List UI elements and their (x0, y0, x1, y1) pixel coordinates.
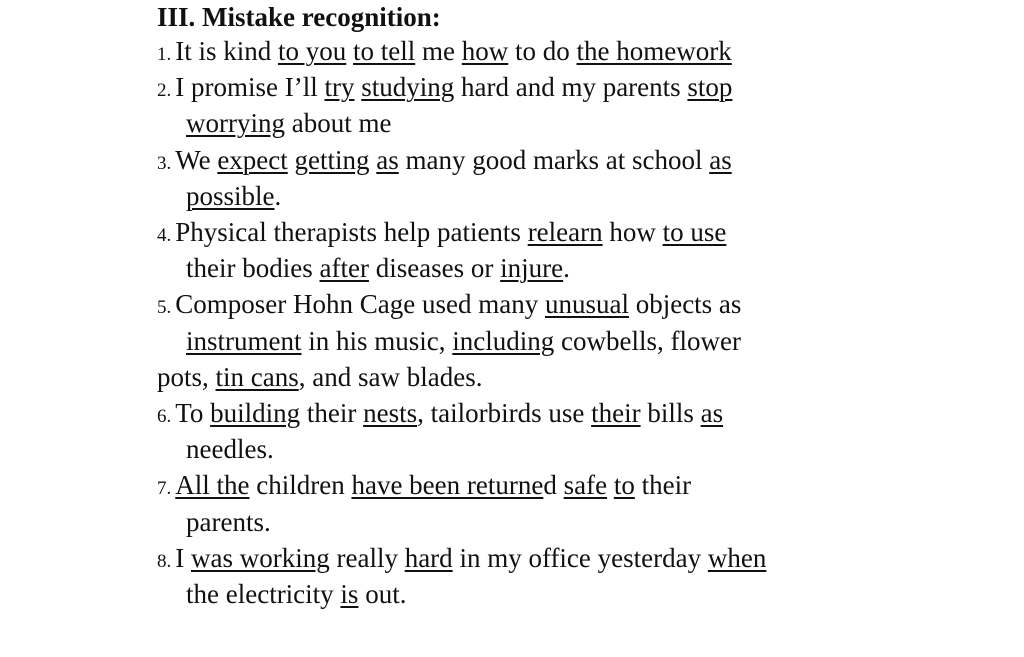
underlined-option: tin cans (215, 361, 299, 392)
sentence-text: their (300, 398, 364, 428)
question-5 (157, 287, 741, 325)
question-7-continuation (186, 505, 271, 539)
sentence-text: hard and my parents (454, 72, 688, 103)
question-2 (157, 70, 732, 108)
sentence-text: cowbells, flower (554, 325, 741, 356)
sentence-text: pots, (157, 361, 216, 392)
underlined-option: hard (404, 542, 453, 573)
question-number: 4. (157, 225, 172, 246)
sentence-text: me (415, 36, 462, 66)
underlined-option: when (707, 542, 767, 573)
sentence-text: objects as (628, 289, 742, 320)
question-number: 8. (157, 550, 172, 572)
underlined-option: was working (191, 542, 330, 573)
underlined-option: their (591, 398, 641, 428)
underlined-option: safe (563, 470, 608, 501)
sentence-text: bills (640, 398, 701, 428)
question-6 (157, 396, 723, 434)
sentence-text: to do (508, 36, 577, 66)
question-number: 6. (157, 406, 172, 427)
underlined-option: the homework (576, 36, 732, 66)
underlined-option: All the (175, 470, 250, 501)
underlined-option: expect (217, 144, 288, 175)
underlined-option: how (461, 36, 509, 66)
sentence-text: many good marks at school (398, 144, 710, 175)
sentence-text: the electricity (186, 579, 341, 609)
sentence-text: Composer Hohn Cage used many (175, 289, 545, 320)
question-5-continuation (186, 324, 741, 358)
underlined-option: try (324, 72, 355, 103)
question-number: 2. (157, 80, 172, 102)
underlined-option: studying (361, 72, 455, 103)
question-number: 3. (157, 152, 172, 174)
underlined-option: building (210, 398, 301, 428)
sentence-text: I promise I’ll (175, 72, 325, 103)
underlined-option: nests (363, 398, 418, 428)
sentence-text: It is kind (175, 36, 279, 66)
section-title: III. Mistake recognition: (157, 2, 441, 32)
underlined-option: unusual (544, 289, 629, 320)
underlined-option: possible (186, 180, 275, 211)
question-7 (157, 468, 691, 506)
underlined-option: to use (662, 217, 727, 247)
underlined-option: to tell (353, 36, 416, 66)
question-number: 5. (157, 297, 172, 319)
underlined-option: have been returne (351, 470, 544, 501)
sentence-text: really (329, 542, 405, 573)
underlined-option: is (340, 579, 359, 609)
question-8 (157, 541, 766, 579)
underlined-option: injure (500, 253, 564, 284)
underlined-option: stop (687, 72, 733, 103)
question-8-continuation (186, 577, 406, 611)
underlined-option: instrument (186, 325, 302, 356)
question-number: 1. (157, 44, 172, 65)
sentence-text: Physical therapists help patients (175, 217, 528, 247)
sentence-text: out. (358, 579, 407, 609)
question-1 (157, 34, 732, 72)
question-4-continuation (186, 251, 570, 285)
underlined-option: getting (294, 144, 370, 175)
sentence-text: . (274, 180, 282, 211)
underlined-option: worrying (186, 108, 285, 139)
sentence-text: , and saw blades. (298, 361, 483, 392)
question-6-continuation (186, 432, 274, 466)
question-3-continuation (186, 179, 281, 213)
sentence-text: in my office yesterday (452, 542, 708, 573)
underlined-option: to (613, 470, 635, 501)
question-4 (157, 215, 726, 253)
underlined-option: including (452, 325, 555, 356)
sentence-text: needles. (186, 434, 274, 465)
question-5-continuation (157, 360, 482, 394)
underlined-option: as (700, 398, 724, 428)
sentence-text: their (634, 470, 692, 501)
underlined-option: as (376, 144, 399, 175)
question-2-continuation (186, 106, 391, 140)
underlined-option: relearn (527, 217, 603, 247)
sentence-text: We (175, 144, 218, 175)
underlined-option: after (319, 253, 369, 284)
question-3 (157, 143, 732, 181)
sentence-text: how (602, 217, 663, 247)
sentence-text: parents. (186, 506, 271, 537)
sentence-text: To (175, 398, 211, 428)
sentence-text: I (175, 542, 191, 573)
sentence-text: diseases or (368, 253, 501, 284)
underlined-option: to you (278, 36, 347, 66)
sentence-text: , tailorbirds use (417, 398, 592, 428)
question-number: 7. (157, 478, 172, 500)
sentence-text (607, 470, 614, 500)
sentence-text: about me (284, 108, 392, 139)
sentence-text: d (543, 470, 564, 501)
sentence-text: in his music, (301, 325, 453, 356)
sentence-text: children (249, 470, 352, 501)
sentence-text: their bodies (186, 253, 320, 284)
underlined-option: as (709, 144, 732, 175)
sentence-text (288, 145, 295, 175)
sentence-text: . (563, 253, 570, 284)
